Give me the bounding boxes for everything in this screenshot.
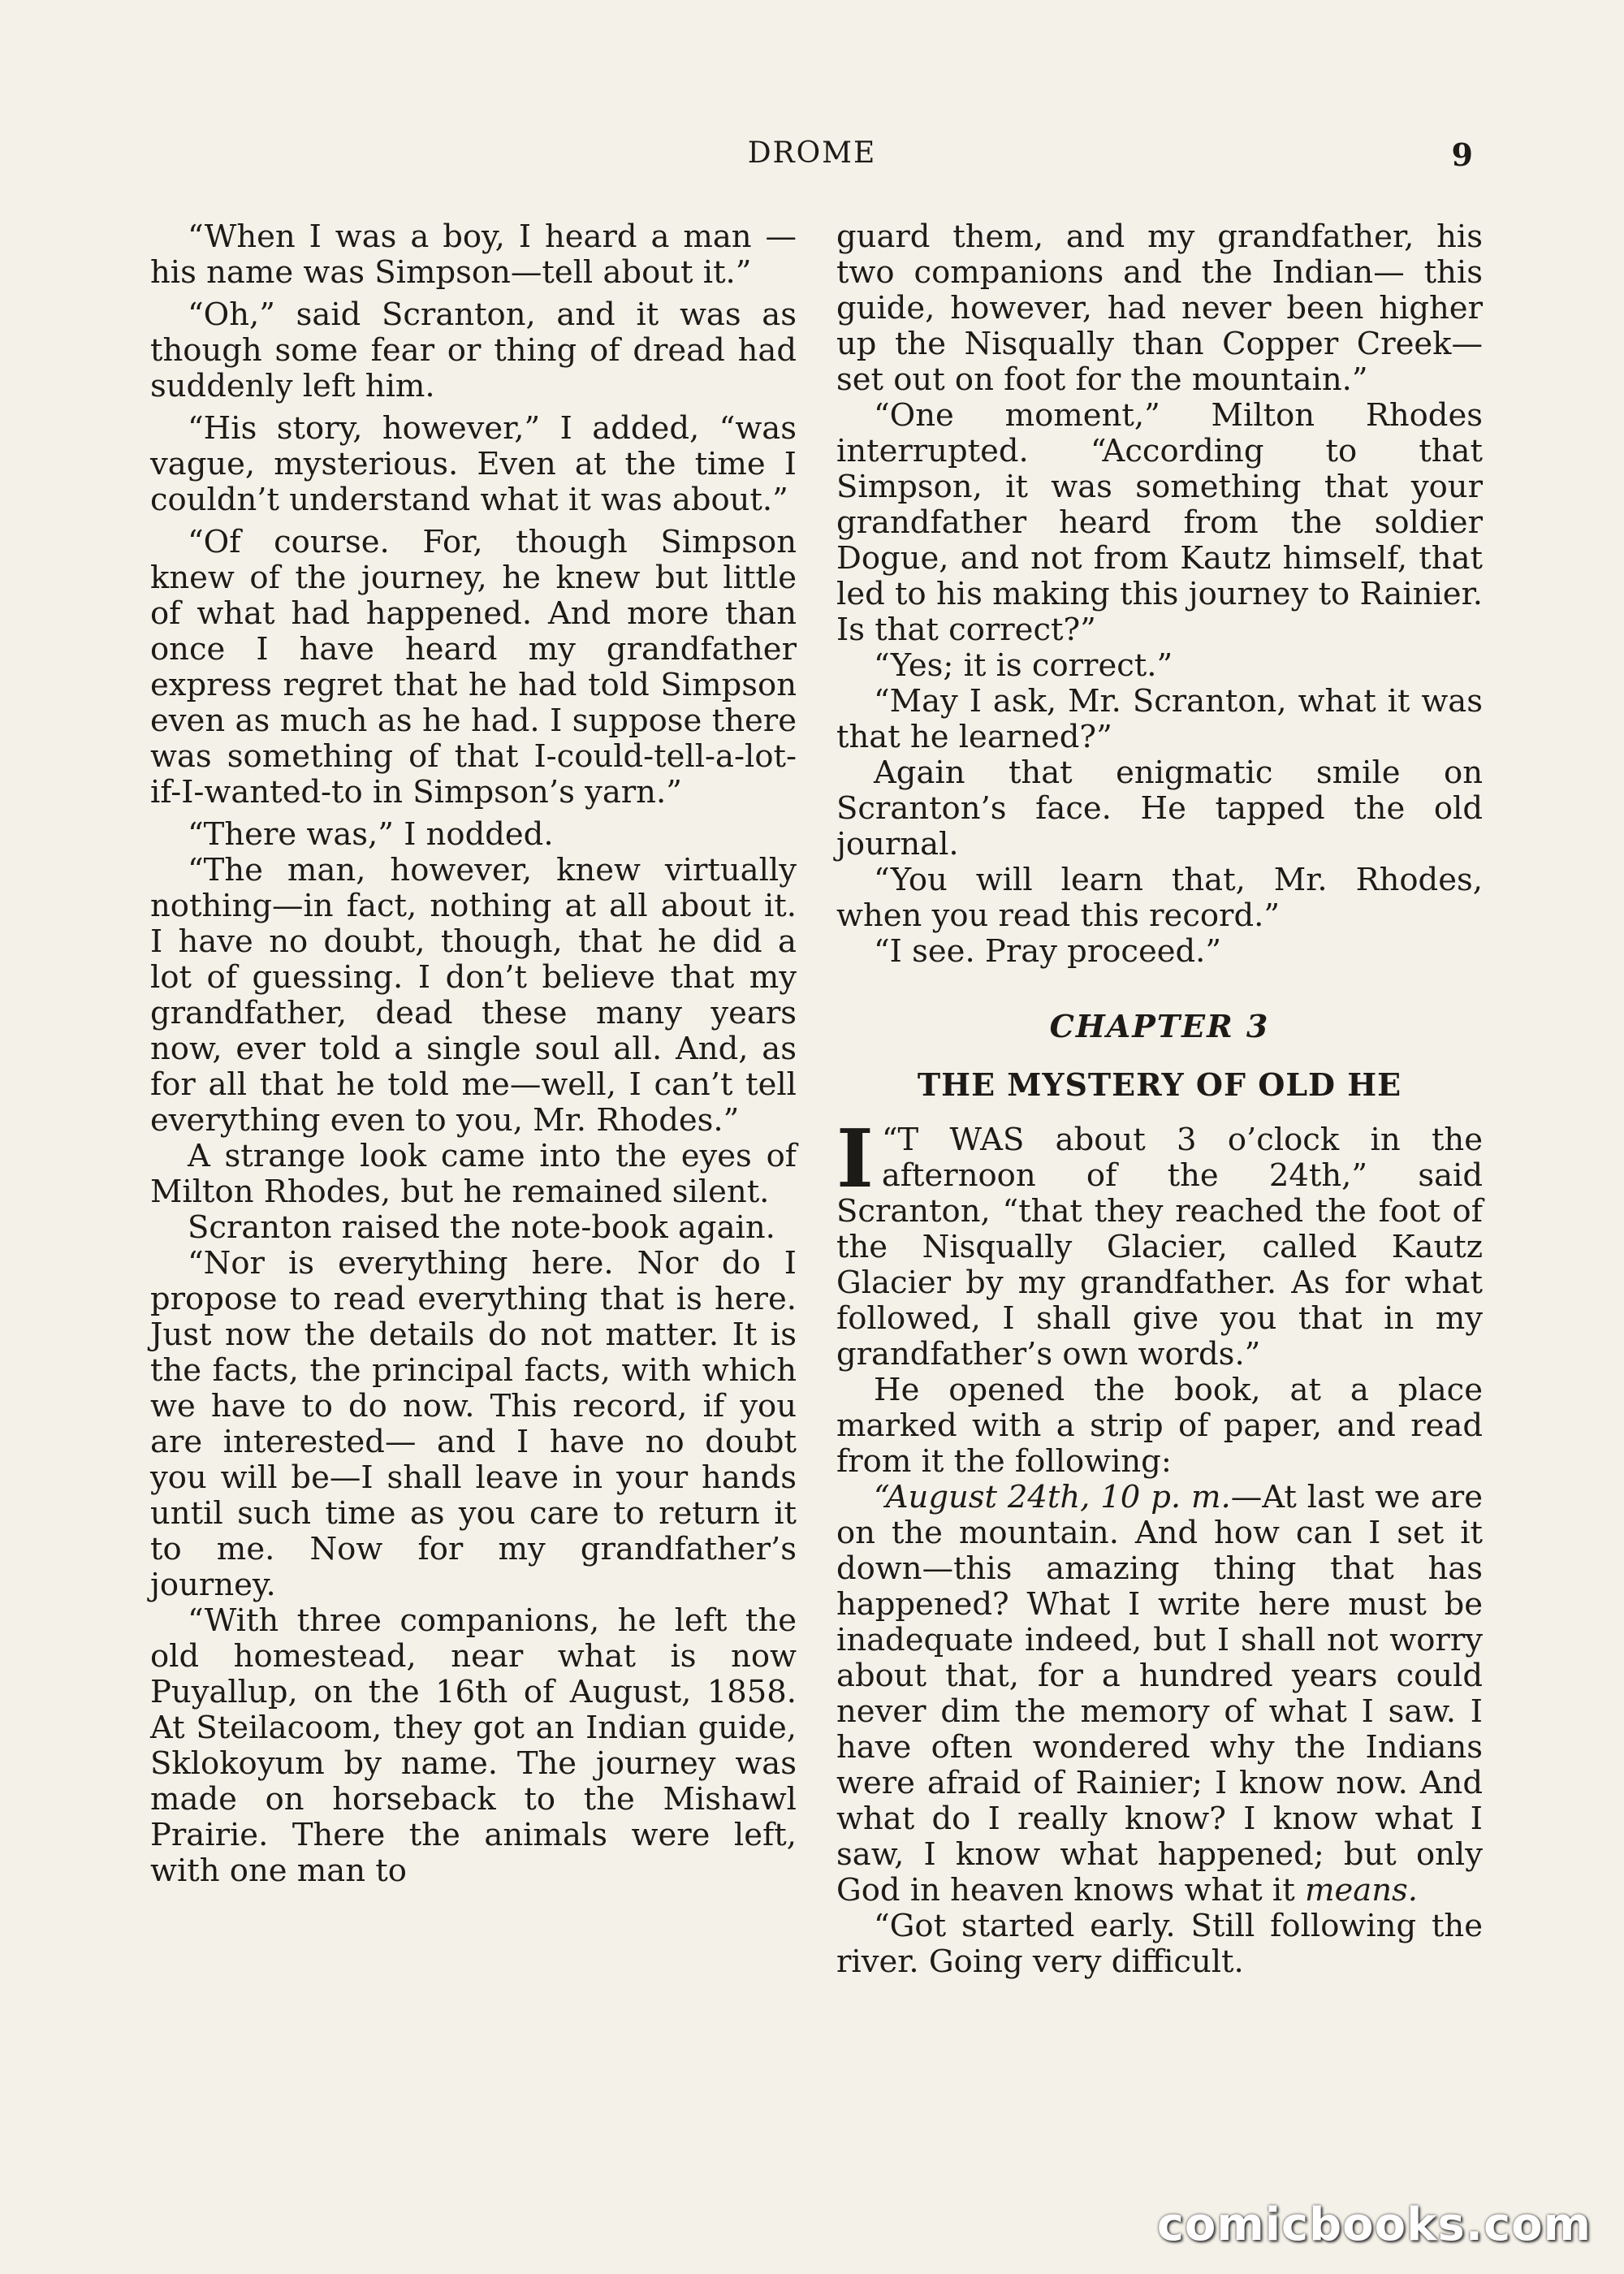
paragraph: “When I was a boy, I heard a man —his name was Simpson—tell about it.” xyxy=(150,218,797,291)
opening-quote: “ xyxy=(881,1122,898,1158)
paragraph: “The man, however, knew virtually nothing—in fact, nothing at all about it. I have no doubt, though, that he did a lot of guessing. I don’t believe that my grandfather, dead these many years now, ever told a single soul all. And, as for all that he told me—well, I can’t tell everything even to you, Mr. Rhodes.” xyxy=(150,852,797,1139)
journal-entry xyxy=(836,1480,1483,1909)
chapter-opening-paragraph xyxy=(836,1113,1483,1373)
paragraph: He opened the book, at a place marked with a strip of paper, and read from it the following: xyxy=(836,1372,1483,1480)
paragraph: Scranton raised the note-book again. xyxy=(188,1209,775,1246)
journal-date: “August 24th, 10 p. m. xyxy=(874,1479,1231,1515)
paragraph: “With three companions, he left the old homestead, near what is now Puyallup, on the 16th of August, 1858. At Steilacoom, they got an Indian guide, Sklokoyum by name. The journey was made on horseback to the Mishawl Prairie. There the animals were left, with one man to xyxy=(150,1602,797,1889)
paragraph: Again that enigmatic smile on Scranton’s face. He tapped the old journal. xyxy=(836,754,1483,862)
running-title: DROME xyxy=(747,136,877,170)
paragraph: “His story, however,” I added, “was vague, mysterious. Even at the time I couldn’t understand what it was about.” xyxy=(150,410,797,518)
paragraph: guard them, and my grandfather, his two companions and the Indian— this guide, however, had never been higher up the Nisqually than Copper Creek—set out on foot for the mountain.” xyxy=(836,218,1483,398)
paragraph: “One moment,” Milton Rhodes interrupted. “According to that Simpson, it was something that your grandfather heard from the soldier Dogue, and not from Kautz himself, that led to his making this journey to Rainier. Is that correct?” xyxy=(836,397,1483,648)
paragraph: “I see. Pray proceed.” xyxy=(874,933,1222,970)
journal-text: —At last we are on the mountain. And how can I set it down—this amazing thing that has happened? What I write here must be inadequate indeed, but I shall not worry about that, for a hundred years could never dim the memory of what I saw. I have often wondered why the Indians were afraid of Rainier; I know now. And what do I really know? I know what I saw, I know what happened; but only God in heaven knows what it xyxy=(836,1479,1483,1909)
small-caps-lead: T WAS xyxy=(897,1122,1025,1158)
paragraph: A strange look came into the eyes of Milton Rhodes, but he remained silent. xyxy=(150,1138,797,1210)
left-column xyxy=(150,219,797,1889)
paragraph: “Got started early. Still following the river. Going very difficult. xyxy=(836,1908,1483,1980)
chapter-title: THE MYSTERY OF OLD HE xyxy=(917,1066,1402,1103)
paragraph: “Oh,” said Scranton, and it was as though some fear or thing of dread had suddenly left him. xyxy=(150,296,797,404)
paragraph: “Nor is everything here. Nor do I propose to read everything that is here. Just now the details do not matter. It is the facts, the principal facts, with which we have to do now. This record, if you are interested— and I have no doubt you will be—I shall leave in your hands until such time as you care to return it to me. Now for my grandfather’s journey. xyxy=(150,1245,797,1603)
page-number: 9 xyxy=(1451,136,1473,173)
watermark: comicbooks.com xyxy=(1156,2198,1592,2251)
paragraph: “There was,” I nodded. xyxy=(188,816,554,853)
right-column xyxy=(836,219,1483,1980)
journal-end: means. xyxy=(1304,1872,1419,1909)
opening-text: about 3 o’clock in the afternoon of the 24th,” said Scranton, “that they reached the foot of the Nisqually Glacier, called Kautz Glacier by my grandfather. As for what followed, I shall give you that in my grandfather’s own words.” xyxy=(836,1122,1483,1373)
chapter-label: CHAPTER 3 xyxy=(1049,1008,1270,1044)
paragraph: “Yes; it is correct.” xyxy=(874,647,1173,684)
drop-cap: I xyxy=(836,1113,874,1206)
running-head xyxy=(0,136,1624,177)
paragraph: “Of course. For, though Simpson knew of the journey, he knew but little of what had happened. And more than once I have heard my grandfather express regret that he had told Simpson even as much as he had. I suppose there was something of that I-could-tell-a-lot-if-I-wanted-to in Simpson’s yarn.” xyxy=(150,524,797,811)
paragraph: “May I ask, Mr. Scranton, what it was that he learned?” xyxy=(836,683,1483,755)
paragraph: “You will learn that, Mr. Rhodes, when you read this record.” xyxy=(836,862,1483,934)
